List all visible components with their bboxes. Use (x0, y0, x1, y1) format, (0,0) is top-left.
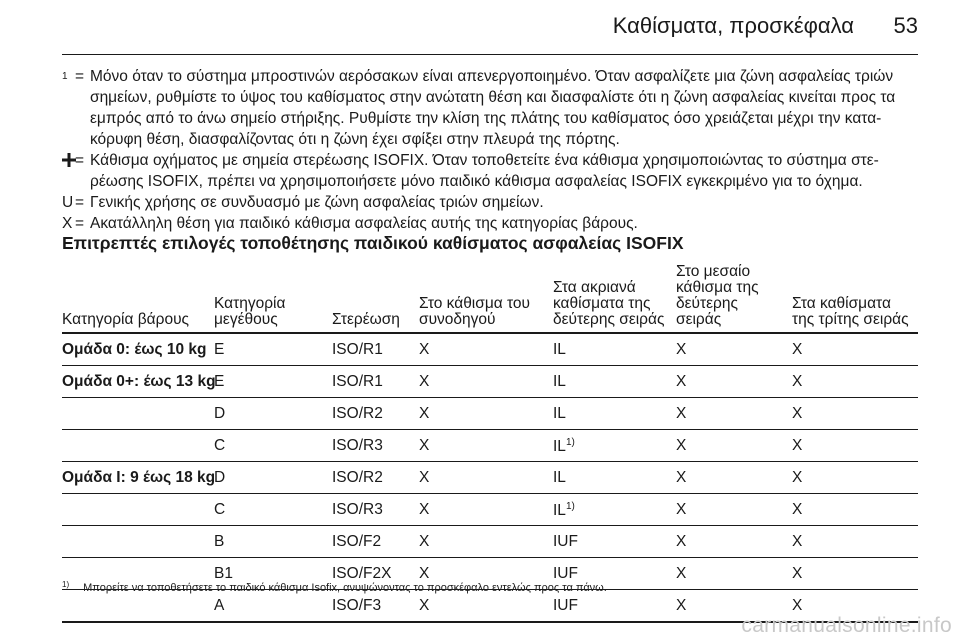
footnote (62, 580, 607, 594)
cell-text: ISO/R3 (332, 501, 383, 518)
cell-outer (553, 533, 578, 551)
cell-fix (332, 469, 383, 487)
note-u (62, 192, 918, 213)
column-header-line: Στα ακριανά (553, 279, 636, 296)
cell-text: X (792, 373, 803, 390)
column-header-line: δεύτερης σειράς (553, 311, 665, 328)
column-header-line: Στα καθίσματα (792, 295, 891, 312)
equals-sign: = (75, 215, 85, 232)
cell-middle (676, 405, 686, 423)
cell-text: B (214, 533, 225, 550)
cell-text: IL (553, 469, 566, 486)
cell-front (419, 373, 429, 391)
cell-text: X (676, 405, 687, 422)
equals-sign: = (75, 152, 85, 169)
manual-page (62, 0, 918, 642)
cell-text: IUF (553, 533, 578, 550)
cell-text: X (676, 597, 687, 614)
footnote-text: Μπορείτε να τοποθετήσετε το παιδικό κάθισμα Isofix, ανυψώνοντας το προσκέφαλο εντελώς προς τα πάνω. (83, 582, 607, 594)
cell-text: X (419, 533, 430, 550)
cell-text: X (792, 501, 803, 518)
cell-size (214, 341, 224, 359)
cell-front (419, 501, 429, 519)
cell-text: ISO/R1 (332, 373, 383, 390)
cell-text: X (419, 437, 430, 454)
page-title: Καθίσματα, προσκέφαλα (612, 13, 854, 38)
cell-third (792, 469, 802, 487)
column-header-line: συνοδηγού (419, 311, 496, 328)
table-row (62, 398, 918, 430)
cell-middle (676, 373, 686, 391)
cell-fix (332, 437, 383, 455)
note-text: Μόνο όταν το σύστημα μπροστινών αερόσακων είναι απενεργοποιημένο. Όταν ασφαλίζετε μια ζώνη ασφαλείας τριών σημείων, ρυθμίστε το ύψος του καθίσματος στην ανώτατη θέση και διασφαλίστε ότι η ζώνη ασφαλείας κινείται προς τα εμπρός από το άνω σημείο στήριξης. Ρυθμίστε την κλίση της πλάτης του καθίσματος όσο χρειάζεται μέχρι την κατα-κόρυφη θέση, διασφαλίζοντας ότι η ζώνη έχει σφίξει στην πλευρά της πόρτης. (90, 68, 896, 148)
note-isofix (62, 150, 918, 192)
cell-text: D (214, 469, 226, 486)
cell-text: A (214, 597, 225, 614)
cell-text: X (419, 565, 430, 582)
footnote-ref: 1) (565, 437, 575, 448)
table-row (62, 430, 918, 462)
cell-size (214, 405, 225, 423)
cell-text: ISO/R3 (332, 437, 383, 454)
cell-outer (553, 597, 578, 615)
cell-text: IUF (553, 597, 578, 614)
column-header (792, 296, 909, 328)
cell-fix (332, 405, 383, 423)
cell-front (419, 405, 429, 423)
column-header (332, 312, 400, 328)
note-x (62, 213, 918, 234)
cell-size (214, 373, 224, 391)
page-number: 53 (893, 13, 918, 38)
cell-middle (676, 565, 686, 583)
cell-text: E (214, 373, 225, 390)
table-row (62, 366, 918, 398)
cell-third (792, 501, 802, 519)
note-text: Κάθισμα οχήματος με σημεία στερέωσης ISOFIX. Όταν τοποθετείτε ένα κάθισμα χρησιμοποιώντας το σύστημα στε-ρέωσης ISOFIX, πρέπει να χρησιμοποιήσετε μόνο παιδικό κάθισμα ασφαλείας ISOFIX εγκεκριμένο για το όχημα. (90, 152, 879, 190)
note-key: 1 (62, 71, 68, 82)
table-row (62, 462, 918, 494)
cell-text: ISO/F3 (332, 597, 382, 614)
cell-text: ISO/R1 (332, 341, 383, 358)
footnote-mark: 1) (62, 580, 70, 589)
cell-text: X (419, 341, 430, 358)
cell-text: IL (553, 502, 566, 519)
plus-icon (62, 152, 76, 166)
cell-text: X (419, 405, 430, 422)
cell-group (62, 469, 215, 487)
cell-text: X (676, 341, 687, 358)
footnote-ref: 1) (565, 501, 575, 512)
column-header-line: μεγέθους (214, 311, 278, 328)
column-header-line: Στο κάθισμα του (419, 295, 531, 312)
cell-size (214, 501, 225, 519)
table-row (62, 494, 918, 526)
cell-outer (553, 373, 566, 391)
cell-text: B1 (214, 565, 233, 582)
cell-text: ISO/R2 (332, 469, 383, 486)
cell-text: Ομάδα 0: έως 10 kg (62, 341, 207, 358)
column-header (214, 296, 285, 328)
column-header-line: Στερέωση (332, 311, 400, 328)
legend-notes (62, 66, 918, 234)
cell-text: X (676, 469, 687, 486)
cell-text: X (419, 469, 430, 486)
cell-fix (332, 373, 383, 391)
table-header (62, 258, 918, 334)
cell-fix (332, 533, 381, 551)
cell-third (792, 437, 802, 455)
cell-outer (553, 405, 566, 423)
cell-outer (553, 469, 566, 487)
cell-text: X (676, 501, 687, 518)
cell-front (419, 597, 429, 615)
cell-outer (553, 437, 575, 456)
header-rule (62, 54, 918, 55)
column-header-line: δεύτερης (676, 295, 738, 312)
cell-text: X (792, 469, 803, 486)
cell-fix (332, 597, 381, 615)
cell-size (214, 533, 224, 551)
column-header-line: καθίσματα της (553, 295, 651, 312)
cell-text: X (792, 341, 803, 358)
cell-middle (676, 501, 686, 519)
cell-middle (676, 469, 686, 487)
cell-group (62, 341, 206, 359)
column-header-line: κάθισμα της (676, 279, 759, 296)
cell-front (419, 469, 429, 487)
cell-text: Ομάδα 0+: έως 13 kg (62, 373, 216, 390)
cell-text: IL (553, 438, 566, 455)
table-row (62, 526, 918, 558)
cell-outer (553, 341, 566, 359)
cell-size (214, 597, 224, 615)
cell-text: ISO/R2 (332, 405, 383, 422)
column-header (676, 264, 759, 328)
cell-middle (676, 341, 686, 359)
column-header (62, 312, 189, 328)
cell-text: IUF (553, 565, 578, 582)
cell-third (792, 341, 802, 359)
cell-text: Ομάδα I: 9 έως 18 kg (62, 469, 216, 486)
cell-text: C (214, 437, 226, 454)
cell-text: X (419, 597, 430, 614)
cell-text: X (792, 597, 803, 614)
cell-text: X (419, 501, 430, 518)
cell-text: X (676, 437, 687, 454)
cell-middle (676, 533, 686, 551)
column-header-line: Κατηγορία βάρους (62, 311, 190, 328)
page-header (62, 13, 918, 43)
note-key: U (62, 194, 74, 211)
cell-text: X (676, 565, 687, 582)
cell-size (214, 437, 225, 455)
cell-text: D (214, 405, 226, 422)
column-header (419, 296, 530, 328)
column-header-line: σειράς (676, 311, 722, 328)
cell-fix (332, 501, 383, 519)
equals-sign: = (75, 194, 85, 211)
note-text: Γενικής χρήσης σε συνδυασμό με ζώνη ασφαλείας τριών σημείων. (90, 194, 544, 211)
cell-front (419, 533, 429, 551)
cell-middle (676, 437, 686, 455)
column-header-line: Στο μεσαίο (676, 263, 751, 280)
cell-group (62, 373, 216, 391)
watermark: carmanualsonline.info (741, 614, 952, 637)
section-title: Επιτρεπτές επιλογές τοποθέτησης παιδικού καθίσματος ασφαλείας ISOFIX (62, 233, 684, 253)
cell-text: IL (553, 373, 566, 390)
table-row (62, 334, 918, 366)
cell-text: IL (553, 341, 566, 358)
column-header (553, 280, 664, 328)
cell-text: ISO/F2X (332, 565, 392, 582)
cell-third (792, 597, 802, 615)
cell-text: X (676, 373, 687, 390)
cell-outer (553, 501, 575, 520)
column-header-line: της τρίτης σειράς (792, 311, 909, 328)
cell-text: X (792, 405, 803, 422)
column-header-line: Κατηγορία (214, 295, 286, 312)
cell-front (419, 437, 429, 455)
cell-third (792, 565, 802, 583)
cell-text: IL (553, 405, 566, 422)
equals-sign: = (75, 68, 85, 85)
isofix-table (62, 258, 918, 623)
cell-fix (332, 341, 383, 359)
note-text: Ακατάλληλη θέση για παιδικό κάθισμα ασφαλείας αυτής της κατηγορίας βάρους. (90, 215, 638, 232)
cell-front (419, 341, 429, 359)
cell-text: C (214, 501, 226, 518)
cell-text: X (792, 533, 803, 550)
cell-third (792, 405, 802, 423)
note-1 (62, 66, 918, 150)
cell-middle (676, 597, 686, 615)
cell-text: ISO/F2 (332, 533, 382, 550)
cell-size (214, 469, 225, 487)
note-key: X (62, 215, 73, 232)
cell-text: X (792, 565, 803, 582)
cell-text: X (792, 437, 803, 454)
cell-third (792, 533, 802, 551)
cell-text: X (676, 533, 687, 550)
cell-text: E (214, 341, 225, 358)
cell-text: X (419, 373, 430, 390)
cell-third (792, 373, 802, 391)
